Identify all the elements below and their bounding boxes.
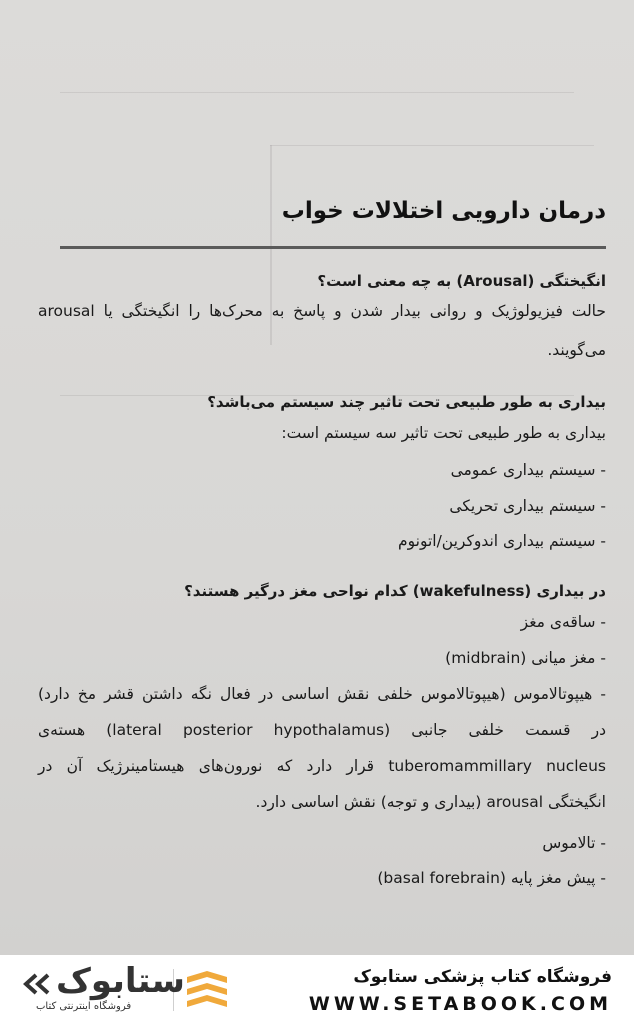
shop-name: فروشگاه کتاب پزشکی ستابوک [353,967,612,987]
answer-systems-intro: بیداری به طور طبیعی تحت تاثیر سه سیستم است: [281,424,606,442]
answer-arousal-line-1: حالت فیزیولوژیک و روانی بیدار شدن و پاسخ به محرک‌ها را انگیختگی یا arousal [38,302,606,320]
region-item-hypothalamus-line-2: در قسمت خلفی جانبی (lateral posterior hypothalamus) هسته‌ی [38,721,606,739]
region-item-brainstem: - ساقه‌ی مغز [520,613,606,631]
page-content [38,0,606,955]
shop-footer-banner [0,955,634,1024]
question-systems: بیداری به طور طبیعی تحت تاثیر چند سیستم می‌باشد؟ [207,393,606,411]
question-brain-regions: در بیداری (wakefulness) کدام نواحی مغز درگیر هستند؟ [184,582,606,600]
region-item-hypothalamus-line-1: - هیپوتالاموس (هیپوتالاموس خلفی نقش اساسی در فعال نگه داشتن قشر مخ دارد) [38,685,606,703]
title-underline [60,246,606,249]
answer-arousal-line-2: می‌گویند. [547,341,606,359]
region-item-hypothalamus-line-3: tuberomammillary nucleus قرار دارد که نورون‌های هیستامینرژیک آن در [38,757,606,775]
logo-wordmark: ستابوک [56,961,185,1001]
region-item-thalamus: - تالاموس [542,834,606,852]
question-arousal: انگیختگی (Arousal) به چه معنی است؟ [317,272,606,290]
region-item-midbrain: - مغز میانی (midbrain) [445,649,606,667]
region-item-hypothalamus-line-4: انگیختگی arousal (بیداری و توجه) نقش اساسی دارد. [255,793,606,811]
chapter-title: درمان دارویی اختلالات خواب [281,198,606,224]
logo-subtitle: فروشگاه اینترنتی کتاب [36,1001,132,1012]
shop-url: WWW.SETABOOK.COM [308,993,612,1015]
system-item-general: - سیستم بیداری عمومی [450,461,606,479]
system-item-endocrine: - سیستم بیداری اندوکرین/اتونوم [398,532,606,550]
region-item-basal-forebrain: - پیش مغز پایه (basal forebrain) [377,869,606,887]
book-logo-icon [183,969,231,1013]
system-item-stimulative: - سیستم بیداری تحریکی [449,497,606,515]
double-chevron-icon [22,973,52,995]
